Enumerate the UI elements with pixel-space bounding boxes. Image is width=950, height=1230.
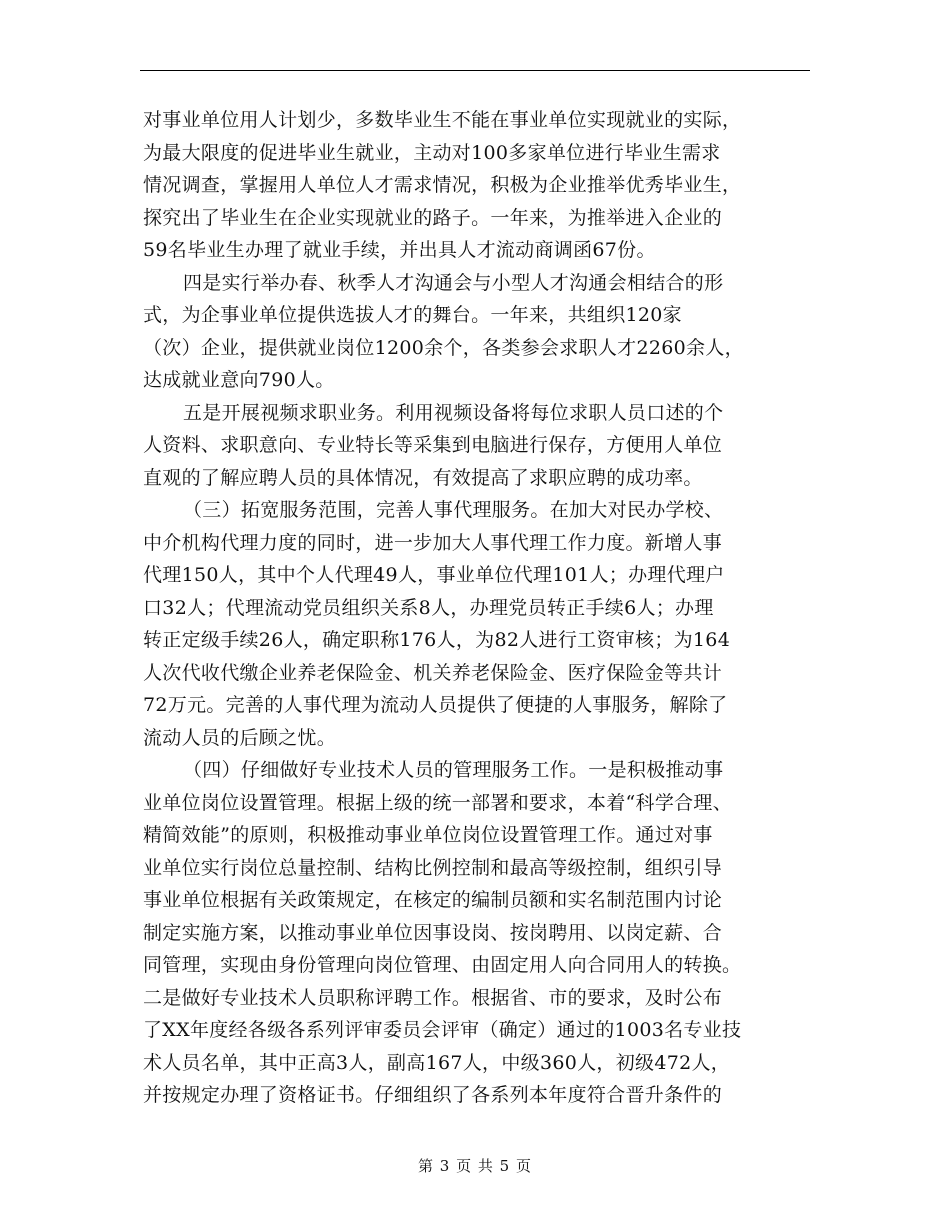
text-line: 直观的了解应聘人员的具体情况，有效提高了求职应聘的成功率。 bbox=[143, 466, 703, 489]
text-line: 制定实施方案，以推动事业单位因事设岗、按岗聘用、以岗定薪、合 bbox=[143, 921, 723, 944]
text-line: 式，为企事业单位提供选拔人才的舞台。一年来，共组织120家 bbox=[143, 304, 682, 326]
text-line: 同管理，实现由身份管理向岗位管理、由固定用人向合同用人的转换。 bbox=[143, 954, 742, 976]
text-line: 达成就业意向790人。 bbox=[143, 369, 335, 391]
paragraph-start-line: （四）仔细做好专业技术人员的管理服务工作。一是积极推动事 bbox=[183, 759, 724, 781]
text-line: 探究出了毕业生在企业实现就业的路子。一年来，为推举进入企业的 bbox=[143, 206, 723, 229]
text-line: 业单位实行岗位总量控制、结构比例控制和最高等级控制，组织引导 bbox=[143, 856, 723, 879]
paragraph-start-line: 五是开展视频求职业务。利用视频设备将每位求职人员口述的个 bbox=[183, 401, 724, 424]
page-number-footer: 第 3 页 共 5 页 bbox=[418, 1157, 532, 1175]
text-line: 为最大限度的促进毕业生就业，主动对100多家单位进行毕业生需求 bbox=[143, 141, 721, 164]
text-line: 59名毕业生办理了就业手续，并出具人才流动商调函67份。 bbox=[143, 239, 656, 261]
text-line: 72万元。完善的人事代理为流动人员提供了便捷的人事服务，解除了 bbox=[143, 694, 728, 716]
text-line: 业单位岗位设置管理。根据上级的统一部署和要求，本着“科学合理、 bbox=[143, 791, 733, 814]
text-line: 流动人员的后顾之忧。 bbox=[143, 726, 337, 749]
paragraph-start-line: 四是实行举办春、秋季人才沟通会与小型人才沟通会相结合的形 bbox=[183, 271, 724, 294]
text-line: 对事业单位用人计划少，多数毕业生不能在事业单位实现就业的实际， bbox=[143, 109, 742, 131]
text-line: 口32人；代理流动党员组织关系8人，办理党员转正手续6人；办理 bbox=[143, 596, 714, 619]
document-body bbox=[143, 104, 813, 1112]
text-line: 二是做好专业技术人员职称评聘工作。根据省、市的要求，及时公布 bbox=[143, 986, 723, 1009]
text-line: 代理150人，其中个人代理49人，事业单位代理101人；办理代理户 bbox=[143, 564, 725, 586]
text-line: 事业单位根据有关政策规定，在核定的编制员额和实名制范围内讨论 bbox=[143, 889, 723, 911]
text-line: 了XX年度经各级各系列评审委员会评审（确定）通过的1003名专业技 bbox=[143, 1019, 742, 1041]
text-line: 精简效能”的原则，积极推动事业单位岗位设置管理工作。通过对事 bbox=[143, 824, 713, 846]
text-line: 情况调查，掌握用人单位人才需求情况，积极为企业推举优秀毕业生， bbox=[143, 174, 742, 196]
text-line: 人次代收代缴企业养老保险金、机关养老保险金、医疗保险金等共计 bbox=[143, 661, 723, 684]
text-line: 转正定级手续26人，确定职称176人，为82人进行工资审核；为164 bbox=[143, 629, 731, 651]
paragraph-start-line: （三）拓宽服务范围，完善人事代理服务。在加大对民办学校、 bbox=[183, 499, 724, 521]
header-rule bbox=[140, 70, 810, 71]
text-line: 并按规定办理了资格证书。仔细组织了各系列本年度符合晋升条件的 bbox=[143, 1084, 723, 1106]
text-line: 人资料、求职意向、专业特长等采集到电脑进行保存，方便用人单位 bbox=[143, 434, 723, 456]
text-line: 术人员名单，其中正高3人，副高167人，中级360人，初级472人， bbox=[143, 1051, 731, 1074]
text-line: （次）企业，提供就业岗位1200余个，各类参会求职人才2260余人， bbox=[143, 336, 744, 359]
text-line: 中介机构代理力度的同时，进一步加大人事代理工作力度。新增人事 bbox=[143, 531, 723, 554]
